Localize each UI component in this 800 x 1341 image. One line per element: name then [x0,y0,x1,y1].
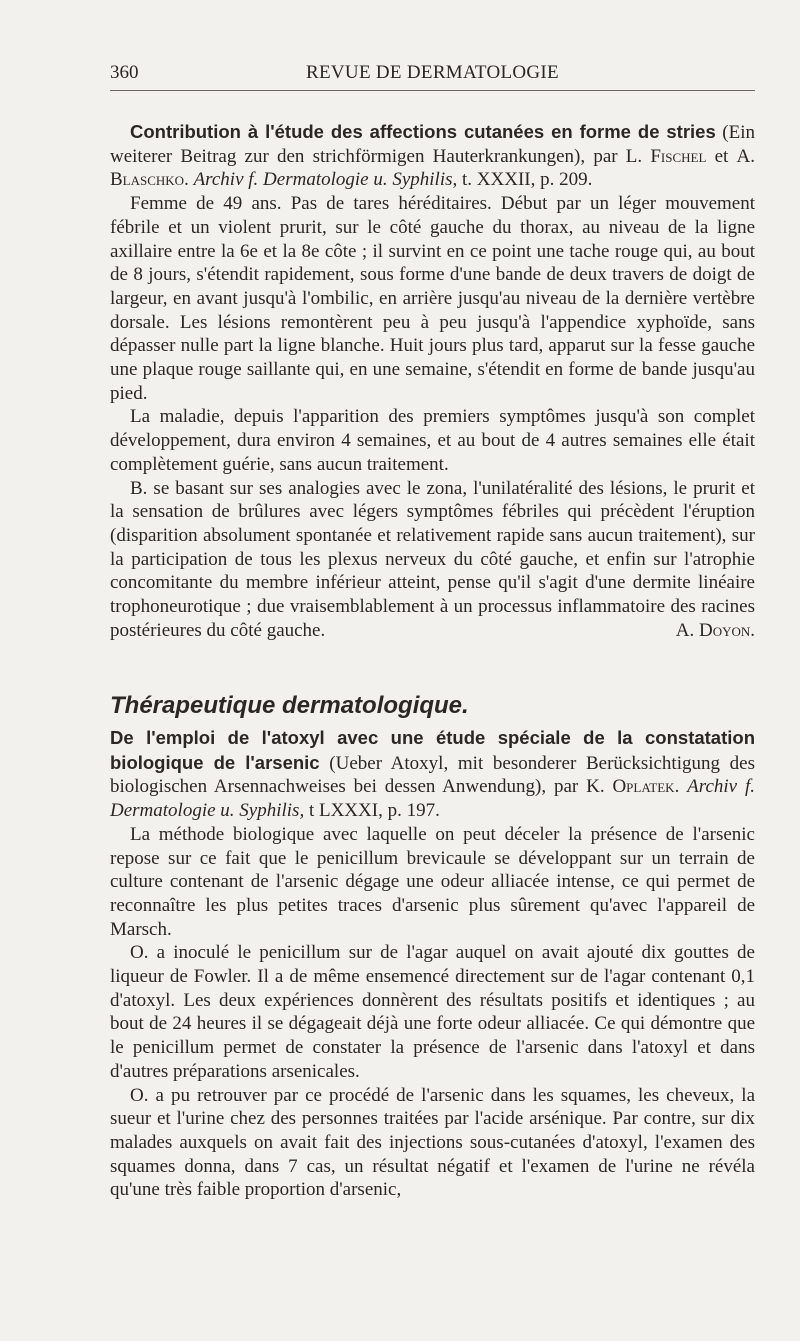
article-title: Contribution à l'étude des affections cutanées en forme de stries [130,121,716,142]
article-citation [110,726,755,823]
signature: A. Doyon. [675,619,755,641]
journal-name: Archiv f. Dermatologie u. Syphilis, [110,776,755,822]
author-name: L. Fischel [625,145,707,167]
page [110,60,756,1201]
journal-reference: t. XXXII, p. 209. [457,169,593,191]
page-number: 360 [110,62,139,83]
body-paragraph: O. a pu retrouver par ce procédé de l'arsenic dans les squames, les cheveux, la sueur et l'urine chez des personnes traitées par l'acide arsénique. Par contre, sur dix malades auxquels on avait fait des injections sous-cutanées d'atoxyl, l'examen des squames donna, dans 7 cas, un résultat négatif et l'examen de l'urine ne révéla qu'une très faible proportion d'arsenic, [110,1084,755,1201]
article-title: De l'emploi de l'atoxyl avec une étude spéciale de la constatation biologique de l'arsenic [110,727,755,773]
article-citation [110,120,755,192]
body-paragraph: O. a inoculé le penicillum sur de l'agar auquel on avait ajouté dix gouttes de liqueur de Fowler. Il a de même ensemencé directement sur de l'agar contenant 0,1 d'atoxyl. Les deux expériences donnèrent des résultats positifs et identiques ; au bout de 24 heures il se dégageait déjà une forte odeur alliacée. Ce qui démontre que le penicillum permet de constater la présence de l'arsenic dans l'atoxyl et dans d'autres préparations arsenicales. [110,942,755,1082]
citation-conjunction: et [706,145,737,167]
body-paragraph: La maladie, depuis l'apparition des premiers symptômes jusqu'à son complet développement, dura environ 4 semaines, et au bout de 4 autres semaines elle était complètement guérie, sans aucun traitement. [110,406,755,475]
paragraph-text: B. se basant sur ses analogies avec le zona, l'unilatéralité des lésions, le prurit et la sensation de brûlures avec légers symptômes fébriles qui précèdent l'éruption (disparition absolument spontanée et relativement rapide sans aucun traitement), sur la participation de tous les plexus nerveux du côté gauche, et enfin sur l'atrophie concomitante du membre inférieur atteint, pense qu'il s'agit d'une dermite linéaire trophoneurotique ; due vraisemblablement à un processus inflammatoire des racines postérieures du côté gauche. [110,477,755,641]
citation-separator: . [184,169,194,191]
citation-text: (Ein weiterer Beitrag zur den strichförmigen Hauterkrankungen), par [110,122,756,167]
body-paragraph: Femme de 49 ans. Pas de tares héréditaires. Début par un léger mouvement fébrile et un violent prurit, sur le côté gauche du thorax, au niveau de la ligne axillaire entre la 6e et la 8e côte ; il survint en ce point une tache rouge qui, au bout de 8 jours, s'étendit rapidement, sous forme d'une bande de deux travers de doigt de largeur, en avant jusqu'à l'ombilic, en arrière jusqu'au niveau de la dernière vertèbre dorsale. Les lésions remontèrent peu à peu jusqu'à l'appendice xyphoïde, sans dépasser nulle part la ligne blanche. Huit jours plus tard, apparut sur la fesse gauche une plaque rouge saillante qui, en une semaine, s'étendit en forme de bande jusqu'au pied. [110,193,755,404]
running-title: REVUE DE DERMATOLOGIE [306,62,559,83]
citation-separator: . [674,776,688,798]
section-heading: Thérapeutique dermatologique. [110,692,469,719]
article-oplatek [110,726,755,1202]
citation-text: (Ueber Atoxyl, mit besonderer Berücksichtigung des biologischen Arsennachweises bei dessen Anwendung), par [110,752,756,798]
article-fischel-blaschko [110,120,755,642]
author-name: A. Blaschko [110,145,755,191]
author-name: K. Oplatek [586,776,675,798]
body-paragraph: La méthode biologique avec laquelle on peut déceler la présence de l'arsenic repose sur ce fait que le penicillum brevicaule se développant sur un terrain de culture contenant de l'arsenic dégage une odeur alliacée intense, ce qui permet de reconnaître les plus petites traces d'arsenic plus sûrement qu'avec l'appareil de Marsch. [110,823,755,940]
body-paragraph [110,477,755,643]
journal-reference: t LXXXI, p. 197. [304,800,440,822]
running-header [110,60,755,91]
journal-name: Archiv f. Dermatologie u. Syphilis, [193,169,458,191]
